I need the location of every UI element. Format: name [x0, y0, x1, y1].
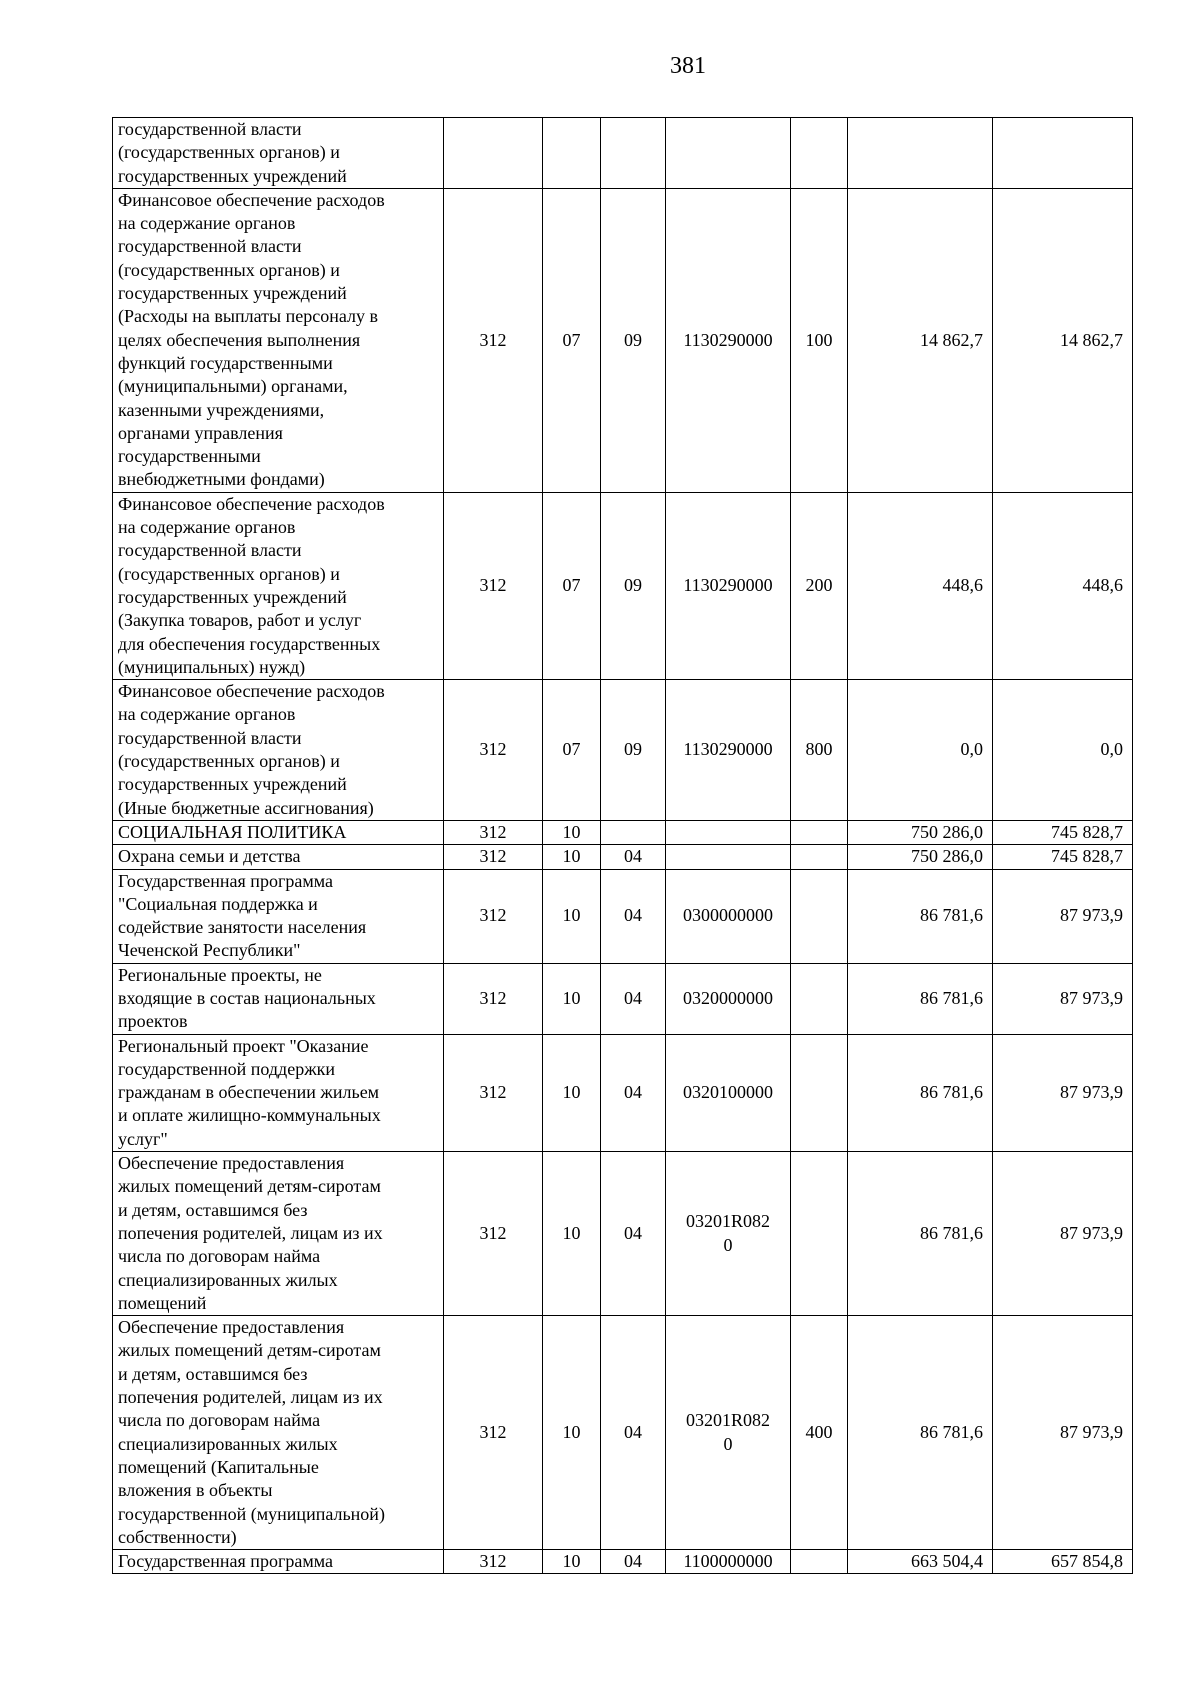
table-row — [113, 1550, 1133, 1574]
expense-type-cell — [791, 1034, 848, 1151]
amount-year1-cell: 663 504,4 — [848, 1550, 993, 1574]
expense-name-cell: Финансовое обеспечение расходов на содержание органов государственной власти (государственных органов) и государственных учреждений (Закупка товаров, работ и услуг для обеспечения государственных (муниципальных) нужд) — [113, 492, 444, 679]
amount-year2-cell: 87 973,9 — [993, 869, 1133, 963]
amount-year2-cell: 87 973,9 — [993, 963, 1133, 1034]
expense-type-cell — [791, 1550, 848, 1574]
expense-name-cell: Финансовое обеспечение расходов на содержание органов государственной власти (государственных органов) и государственных учреждений (Расходы на выплаты персоналу в целях обеспечения выполнения функций государственными (муниципальными) органами, казенными учреждениями, органами управления государственными внебюджетными фондами) — [113, 188, 444, 492]
amount-year2-cell: 14 862,7 — [993, 188, 1133, 492]
expense-type-cell — [791, 118, 848, 189]
table-row — [113, 188, 1133, 492]
section-code-cell: 07 — [543, 188, 601, 492]
section-code-cell: 10 — [543, 869, 601, 963]
grbs-code-cell: 312 — [444, 188, 543, 492]
section-code-cell — [543, 118, 601, 189]
expense-name-cell: Обеспечение предоставления жилых помещений детям-сиротам и детям, оставшимся без попечения родителей, лицам из их числа по договорам найма специализированных жилых помещений — [113, 1152, 444, 1316]
expense-type-cell — [791, 869, 848, 963]
expense-type-cell: 100 — [791, 188, 848, 492]
amount-year2-cell — [993, 118, 1133, 189]
target-article-cell: 1130290000 — [666, 492, 791, 679]
grbs-code-cell: 312 — [444, 1316, 543, 1550]
expense-type-cell: 800 — [791, 680, 848, 821]
table-row — [113, 963, 1133, 1034]
amount-year2-cell: 448,6 — [993, 492, 1133, 679]
target-article-cell: 1100000000 — [666, 1550, 791, 1574]
amount-year2-cell: 87 973,9 — [993, 1316, 1133, 1550]
grbs-code-cell: 312 — [444, 492, 543, 679]
target-article-cell — [666, 845, 791, 869]
table-row — [113, 680, 1133, 821]
expense-name-cell: Охрана семьи и детства — [113, 845, 444, 869]
section-code-cell: 10 — [543, 1550, 601, 1574]
grbs-code-cell: 312 — [444, 963, 543, 1034]
grbs-code-cell: 312 — [444, 820, 543, 844]
amount-year1-cell: 750 286,0 — [848, 820, 993, 844]
target-article-cell: 0320100000 — [666, 1034, 791, 1151]
target-article-cell: 0300000000 — [666, 869, 791, 963]
subsection-code-cell: 09 — [601, 680, 666, 821]
section-code-cell: 10 — [543, 845, 601, 869]
subsection-code-cell: 04 — [601, 1550, 666, 1574]
budget-table — [112, 117, 1133, 1574]
expense-name-cell: Государственная программа — [113, 1550, 444, 1574]
amount-year1-cell: 86 781,6 — [848, 869, 993, 963]
table-row — [113, 492, 1133, 679]
amount-year2-cell: 87 973,9 — [993, 1034, 1133, 1151]
section-code-cell: 10 — [543, 1316, 601, 1550]
table-row — [113, 845, 1133, 869]
target-article-cell: 1130290000 — [666, 188, 791, 492]
amount-year1-cell: 750 286,0 — [848, 845, 993, 869]
amount-year1-cell: 86 781,6 — [848, 1152, 993, 1316]
amount-year1-cell: 86 781,6 — [848, 1034, 993, 1151]
subsection-code-cell — [601, 118, 666, 189]
expense-name-cell: Государственная программа "Социальная поддержка и содействие занятости населения Чеченской Республики" — [113, 869, 444, 963]
subsection-code-cell: 09 — [601, 492, 666, 679]
amount-year1-cell: 448,6 — [848, 492, 993, 679]
section-code-cell: 07 — [543, 680, 601, 821]
table-row — [113, 1152, 1133, 1316]
table-row — [113, 1034, 1133, 1151]
target-article-cell — [666, 820, 791, 844]
subsection-code-cell: 04 — [601, 845, 666, 869]
target-article-cell: 1130290000 — [666, 680, 791, 821]
table-row — [113, 118, 1133, 189]
expense-type-cell — [791, 1152, 848, 1316]
expense-name-cell: СОЦИАЛЬНАЯ ПОЛИТИКА — [113, 820, 444, 844]
amount-year1-cell: 86 781,6 — [848, 1316, 993, 1550]
subsection-code-cell: 09 — [601, 188, 666, 492]
amount-year2-cell: 0,0 — [993, 680, 1133, 821]
amount-year2-cell: 745 828,7 — [993, 845, 1133, 869]
budget-table-body — [113, 118, 1133, 1574]
grbs-code-cell: 312 — [444, 680, 543, 821]
amount-year1-cell: 86 781,6 — [848, 963, 993, 1034]
target-article-cell: 0320000000 — [666, 963, 791, 1034]
subsection-code-cell: 04 — [601, 1152, 666, 1316]
expense-type-cell — [791, 820, 848, 844]
table-row — [113, 1316, 1133, 1550]
subsection-code-cell: 04 — [601, 1034, 666, 1151]
expense-type-cell — [791, 963, 848, 1034]
amount-year2-cell: 657 854,8 — [993, 1550, 1133, 1574]
subsection-code-cell — [601, 820, 666, 844]
target-article-cell: 03201R082 0 — [666, 1316, 791, 1550]
grbs-code-cell — [444, 118, 543, 189]
grbs-code-cell: 312 — [444, 1152, 543, 1316]
grbs-code-cell: 312 — [444, 1034, 543, 1151]
expense-name-cell: Финансовое обеспечение расходов на содержание органов государственной власти (государственных органов) и государственных учреждений (Иные бюджетные ассигнования) — [113, 680, 444, 821]
amount-year2-cell: 87 973,9 — [993, 1152, 1133, 1316]
amount-year1-cell: 0,0 — [848, 680, 993, 821]
target-article-cell — [666, 118, 791, 189]
amount-year1-cell — [848, 118, 993, 189]
grbs-code-cell: 312 — [444, 1550, 543, 1574]
subsection-code-cell: 04 — [601, 963, 666, 1034]
expense-name-cell: Региональный проект "Оказание государственной поддержки гражданам в обеспечении жильем и оплате жилищно-коммунальных услуг" — [113, 1034, 444, 1151]
section-code-cell: 10 — [543, 1152, 601, 1316]
grbs-code-cell: 312 — [444, 845, 543, 869]
target-article-cell: 03201R082 0 — [666, 1152, 791, 1316]
section-code-cell: 10 — [543, 820, 601, 844]
subsection-code-cell: 04 — [601, 1316, 666, 1550]
section-code-cell: 07 — [543, 492, 601, 679]
expense-type-cell: 200 — [791, 492, 848, 679]
expense-name-cell: Региональные проекты, не входящие в состав национальных проектов — [113, 963, 444, 1034]
amount-year1-cell: 14 862,7 — [848, 188, 993, 492]
section-code-cell: 10 — [543, 1034, 601, 1151]
expense-type-cell — [791, 845, 848, 869]
page-number: 381 — [670, 53, 706, 79]
table-row — [113, 820, 1133, 844]
expense-name-cell: государственной власти (государственных органов) и государственных учреждений — [113, 118, 444, 189]
expense-type-cell: 400 — [791, 1316, 848, 1550]
grbs-code-cell: 312 — [444, 869, 543, 963]
table-row — [113, 869, 1133, 963]
amount-year2-cell: 745 828,7 — [993, 820, 1133, 844]
section-code-cell: 10 — [543, 963, 601, 1034]
expense-name-cell: Обеспечение предоставления жилых помещений детям-сиротам и детям, оставшимся без попечения родителей, лицам из их числа по договорам найма специализированных жилых помещений (Капитальные вложения в объекты государственной (муниципальной) собственности) — [113, 1316, 444, 1550]
subsection-code-cell: 04 — [601, 869, 666, 963]
